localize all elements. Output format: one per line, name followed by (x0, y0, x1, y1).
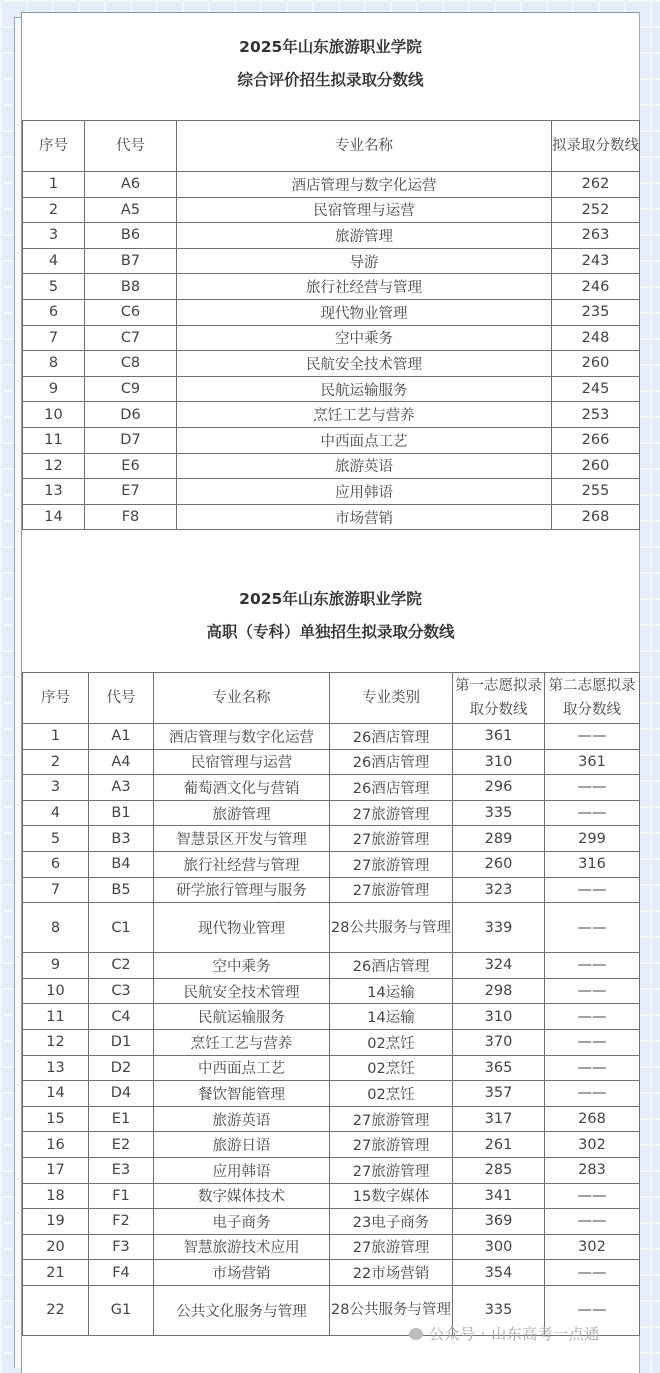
row-category: 26酒店管理 (330, 953, 453, 979)
row-major: 中西面点工艺 (177, 427, 552, 453)
row-category: 27旅游管理 (330, 1106, 453, 1132)
row-score: 245 (552, 376, 640, 402)
row-major: 市场营销 (177, 504, 552, 530)
row-code: F4 (89, 1260, 154, 1286)
row-major: 民航安全技术管理 (154, 978, 330, 1004)
table-row (23, 479, 640, 505)
row-second-choice-score: —— (545, 1260, 640, 1286)
table-row (23, 851, 640, 877)
row-second-choice-score: —— (545, 775, 640, 801)
row-second-choice-score: —— (545, 724, 640, 750)
row-category: 27旅游管理 (330, 1132, 453, 1158)
row-score: 262 (552, 172, 640, 198)
row-major: 智慧旅游技术应用 (154, 1234, 330, 1260)
row-major: 旅游管理 (154, 800, 330, 826)
row-code: B4 (89, 851, 154, 877)
row-code: A3 (89, 775, 154, 801)
row-code: B6 (85, 223, 177, 249)
row-code: A5 (85, 197, 177, 223)
row-code: B1 (89, 800, 154, 826)
row-code: F2 (89, 1209, 154, 1235)
row-code: B8 (85, 274, 177, 300)
row-code: E3 (89, 1157, 154, 1183)
table-row (23, 351, 640, 377)
row-no: 11 (23, 427, 85, 453)
row-major: 旅游英语 (154, 1106, 330, 1132)
row-code: F1 (89, 1183, 154, 1209)
table-row (23, 877, 640, 903)
table2-body (23, 724, 640, 1336)
row-major: 民宿管理与运营 (177, 197, 552, 223)
row-no: 3 (23, 775, 89, 801)
table2-title (22, 583, 639, 649)
table-row (23, 427, 640, 453)
row-category: 27旅游管理 (330, 877, 453, 903)
row-code: D1 (89, 1029, 154, 1055)
row-second-choice-score: —— (545, 1081, 640, 1107)
row-code: E2 (89, 1132, 154, 1158)
table-row (23, 1132, 640, 1158)
row-code: C8 (85, 351, 177, 377)
row-code: D6 (85, 402, 177, 428)
row-first-choice-score: 370 (453, 1029, 545, 1055)
row-code: A4 (89, 749, 154, 775)
row-first-choice-score: 341 (453, 1183, 545, 1209)
row-first-choice-score: 335 (453, 800, 545, 826)
row-first-choice-score: 289 (453, 826, 545, 852)
row-major: 旅行社经营与管理 (154, 851, 330, 877)
table2-title-line1: 2025年山东旅游职业学院 (239, 590, 422, 608)
row-category: 14运输 (330, 978, 453, 1004)
row-no: 11 (23, 1004, 89, 1030)
row-code: E7 (85, 479, 177, 505)
table-row (23, 953, 640, 979)
table1-title (22, 31, 639, 97)
row-major: 导游 (177, 248, 552, 274)
row-code: C6 (85, 299, 177, 325)
table-row (23, 325, 640, 351)
row-second-choice-score: —— (545, 1285, 640, 1335)
row-first-choice-score: 369 (453, 1209, 545, 1235)
row-score: 260 (552, 351, 640, 377)
row-no: 13 (23, 1055, 89, 1081)
table-row (23, 376, 640, 402)
row-category: 27旅游管理 (330, 851, 453, 877)
table-row (23, 1004, 640, 1030)
table-row (23, 800, 640, 826)
row-no: 5 (23, 826, 89, 852)
row-code: G1 (89, 1285, 154, 1335)
row-code: B3 (89, 826, 154, 852)
row-code: F8 (85, 504, 177, 530)
table-row (23, 197, 640, 223)
table-row (23, 504, 640, 530)
table-row (23, 453, 640, 479)
row-major: 空中乘务 (177, 325, 552, 351)
row-major: 烹饪工艺与营养 (154, 1029, 330, 1055)
table2-header-category: 专业类别 (330, 673, 453, 724)
table2-header-first-choice: 第一志愿拟录取分数线 (453, 673, 545, 724)
row-no: 16 (23, 1132, 89, 1158)
row-no: 20 (23, 1234, 89, 1260)
table-row (23, 1183, 640, 1209)
row-major: 酒店管理与数字化运营 (154, 724, 330, 750)
row-second-choice-score: —— (545, 953, 640, 979)
row-major: 应用韩语 (177, 479, 552, 505)
row-code: C1 (89, 903, 154, 953)
row-major: 旅游英语 (177, 453, 552, 479)
table-row (23, 1106, 640, 1132)
row-no: 22 (23, 1285, 89, 1335)
table2-header-second-choice: 第二志愿拟录取分数线 (545, 673, 640, 724)
row-no: 6 (23, 851, 89, 877)
row-category: 02烹饪 (330, 1081, 453, 1107)
row-category: 26酒店管理 (330, 724, 453, 750)
row-no: 18 (23, 1183, 89, 1209)
table1-title-line2: 综合评价招生拟录取分数线 (237, 71, 424, 89)
row-first-choice-score: 310 (453, 1004, 545, 1030)
row-no: 15 (23, 1106, 89, 1132)
row-first-choice-score: 335 (453, 1285, 545, 1335)
row-first-choice-score: 317 (453, 1106, 545, 1132)
row-major: 智慧景区开发与管理 (154, 826, 330, 852)
row-code: E1 (89, 1106, 154, 1132)
row-first-choice-score: 261 (453, 1132, 545, 1158)
row-no: 4 (23, 800, 89, 826)
row-code: E6 (85, 453, 177, 479)
row-major: 烹饪工艺与营养 (177, 402, 552, 428)
row-category: 28公共服务与管理 (330, 1285, 453, 1335)
row-category: 26酒店管理 (330, 749, 453, 775)
table1-header-score: 拟录取分数线 (552, 121, 640, 172)
row-major: 旅游管理 (177, 223, 552, 249)
row-first-choice-score: 310 (453, 749, 545, 775)
table-row (23, 1234, 640, 1260)
row-first-choice-score: 361 (453, 724, 545, 750)
row-no: 17 (23, 1157, 89, 1183)
row-no: 2 (23, 749, 89, 775)
table2-header-major: 专业名称 (154, 673, 330, 724)
table1-header-code: 代号 (85, 121, 177, 172)
row-second-choice-score: 316 (545, 851, 640, 877)
row-second-choice-score: —— (545, 1055, 640, 1081)
table-row (23, 749, 640, 775)
row-second-choice-score: 268 (545, 1106, 640, 1132)
row-score: 253 (552, 402, 640, 428)
wechat-icon (409, 1328, 423, 1340)
row-second-choice-score: 283 (545, 1157, 640, 1183)
row-no: 13 (23, 479, 85, 505)
row-category: 28公共服务与管理 (330, 903, 453, 953)
row-second-choice-score: 302 (545, 1234, 640, 1260)
row-code: D2 (89, 1055, 154, 1081)
row-score: 252 (552, 197, 640, 223)
row-major: 民航运输服务 (177, 376, 552, 402)
row-major: 数字媒体技术 (154, 1183, 330, 1209)
table2-header-no: 序号 (23, 673, 89, 724)
row-first-choice-score: 324 (453, 953, 545, 979)
row-second-choice-score: —— (545, 978, 640, 1004)
row-code: A6 (85, 172, 177, 198)
row-second-choice-score: 361 (545, 749, 640, 775)
row-category: 26酒店管理 (330, 775, 453, 801)
table-row (23, 1081, 640, 1107)
row-code: F3 (89, 1234, 154, 1260)
table-row (23, 1055, 640, 1081)
table1-header-row (23, 121, 640, 172)
table-row (23, 1260, 640, 1286)
table-row (23, 775, 640, 801)
row-first-choice-score: 300 (453, 1234, 545, 1260)
row-no: 14 (23, 504, 85, 530)
document-card (21, 12, 640, 1373)
row-second-choice-score: —— (545, 1004, 640, 1030)
table1-header-major: 专业名称 (177, 121, 552, 172)
row-major: 民航安全技术管理 (177, 351, 552, 377)
row-code: C9 (85, 376, 177, 402)
table-row (23, 1209, 640, 1235)
row-code: C4 (89, 1004, 154, 1030)
watermark-text: 公众号 · 山东高考一点通 (429, 1325, 600, 1343)
row-code: B7 (85, 248, 177, 274)
row-category: 27旅游管理 (330, 826, 453, 852)
table1-body (23, 172, 640, 530)
table-row (23, 172, 640, 198)
row-second-choice-score: —— (545, 1209, 640, 1235)
row-code: C3 (89, 978, 154, 1004)
row-no: 4 (23, 248, 85, 274)
row-no: 8 (23, 903, 89, 953)
table-row (23, 903, 640, 953)
table-row (23, 223, 640, 249)
row-major: 空中乘务 (154, 953, 330, 979)
row-major: 现代物业管理 (154, 903, 330, 953)
row-major: 民宿管理与运营 (154, 749, 330, 775)
row-first-choice-score: 357 (453, 1081, 545, 1107)
row-score: 248 (552, 325, 640, 351)
row-second-choice-score: —— (545, 800, 640, 826)
row-no: 19 (23, 1209, 89, 1235)
row-first-choice-score: 296 (453, 775, 545, 801)
row-second-choice-score: —— (545, 1183, 640, 1209)
row-first-choice-score: 365 (453, 1055, 545, 1081)
row-code: C2 (89, 953, 154, 979)
row-score: 235 (552, 299, 640, 325)
table-row (23, 274, 640, 300)
row-category: 27旅游管理 (330, 1157, 453, 1183)
row-first-choice-score: 260 (453, 851, 545, 877)
row-major: 公共文化服务与管理 (154, 1285, 330, 1335)
row-score: 263 (552, 223, 640, 249)
table2-header-code: 代号 (89, 673, 154, 724)
row-second-choice-score: —— (545, 1029, 640, 1055)
table-row (23, 248, 640, 274)
row-no: 10 (23, 978, 89, 1004)
row-major: 市场营销 (154, 1260, 330, 1286)
row-major: 中西面点工艺 (154, 1055, 330, 1081)
row-first-choice-score: 354 (453, 1260, 545, 1286)
row-category: 14运输 (330, 1004, 453, 1030)
row-major: 研学旅行管理与服务 (154, 877, 330, 903)
row-major: 餐饮智能管理 (154, 1081, 330, 1107)
row-category: 22市场营销 (330, 1260, 453, 1286)
row-no: 7 (23, 877, 89, 903)
table-row (23, 299, 640, 325)
table2-single-enrollment (22, 672, 640, 1336)
row-second-choice-score: —— (545, 903, 640, 953)
row-second-choice-score: —— (545, 877, 640, 903)
row-first-choice-score: 339 (453, 903, 545, 953)
table2-title-line2: 高职（专科）单独招生拟录取分数线 (206, 623, 455, 641)
table-row (23, 724, 640, 750)
row-major: 应用韩语 (154, 1157, 330, 1183)
row-no: 3 (23, 223, 85, 249)
row-major: 葡萄酒文化与营销 (154, 775, 330, 801)
row-category: 27旅游管理 (330, 800, 453, 826)
row-code: A1 (89, 724, 154, 750)
row-code: C7 (85, 325, 177, 351)
row-major: 电子商务 (154, 1209, 330, 1235)
row-second-choice-score: 299 (545, 826, 640, 852)
row-score: 260 (552, 453, 640, 479)
row-no: 12 (23, 1029, 89, 1055)
table-row (23, 1157, 640, 1183)
row-category: 15数字媒体 (330, 1183, 453, 1209)
row-code: D4 (89, 1081, 154, 1107)
row-no: 9 (23, 953, 89, 979)
row-category: 02烹饪 (330, 1055, 453, 1081)
table2-header-row (23, 673, 640, 724)
row-no: 2 (23, 197, 85, 223)
row-score: 255 (552, 479, 640, 505)
row-second-choice-score: 302 (545, 1132, 640, 1158)
row-category: 23电子商务 (330, 1209, 453, 1235)
row-no: 1 (23, 172, 85, 198)
table-row (23, 402, 640, 428)
row-no: 21 (23, 1260, 89, 1286)
row-first-choice-score: 285 (453, 1157, 545, 1183)
row-no: 10 (23, 402, 85, 428)
row-no: 6 (23, 299, 85, 325)
row-category: 27旅游管理 (330, 1234, 453, 1260)
row-no: 8 (23, 351, 85, 377)
row-major: 现代物业管理 (177, 299, 552, 325)
row-code: D7 (85, 427, 177, 453)
row-code: B5 (89, 877, 154, 903)
row-score: 243 (552, 248, 640, 274)
row-score: 268 (552, 504, 640, 530)
row-first-choice-score: 323 (453, 877, 545, 903)
table1-title-line1: 2025年山东旅游职业学院 (239, 38, 422, 56)
row-major: 民航运输服务 (154, 1004, 330, 1030)
table1-header-no: 序号 (23, 121, 85, 172)
table-row (23, 1029, 640, 1055)
row-no: 5 (23, 274, 85, 300)
row-no: 12 (23, 453, 85, 479)
row-major: 旅游日语 (154, 1132, 330, 1158)
row-score: 266 (552, 427, 640, 453)
table-row (23, 826, 640, 852)
row-no: 7 (23, 325, 85, 351)
row-score: 246 (552, 274, 640, 300)
table1-comprehensive-evaluation (22, 120, 640, 530)
row-first-choice-score: 298 (453, 978, 545, 1004)
row-no: 1 (23, 724, 89, 750)
row-no: 14 (23, 1081, 89, 1107)
table-row (23, 978, 640, 1004)
row-no: 9 (23, 376, 85, 402)
row-major: 酒店管理与数字化运营 (177, 172, 552, 198)
row-category: 02烹饪 (330, 1029, 453, 1055)
row-major: 旅行社经营与管理 (177, 274, 552, 300)
watermark (409, 1323, 600, 1344)
